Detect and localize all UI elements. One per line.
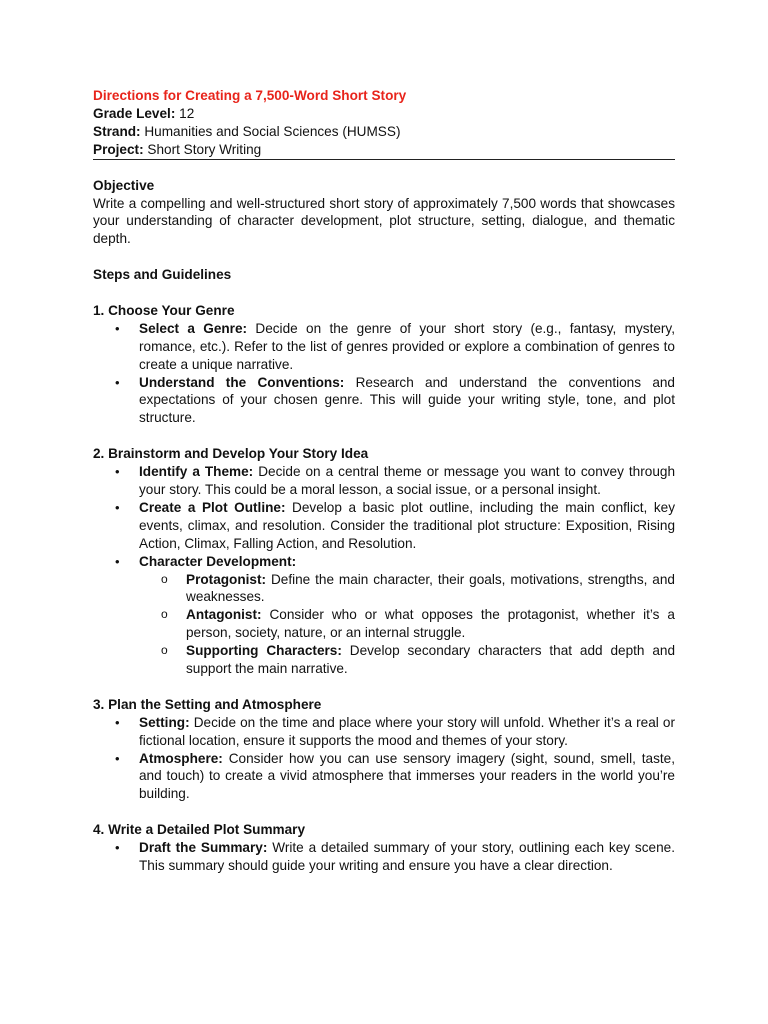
item-label: Create a Plot Outline: [139, 499, 286, 515]
strand-line [93, 123, 675, 141]
item-text: Research and understand the conventions and expectations of your chosen genre. This will guide your writing style, tone, and plot structure. [139, 374, 675, 426]
document-page [93, 87, 675, 875]
genre-list [93, 320, 675, 427]
bullet-icon: • [115, 840, 120, 856]
subitem-label: Supporting Characters: [186, 643, 342, 659]
bullet-icon: • [115, 320, 120, 336]
bullet-icon: • [115, 553, 120, 569]
subitem-text: Develop secondary characters that add depth and support the main narrative. [186, 643, 675, 677]
project-line [93, 141, 675, 159]
item-label: Understand the Conventions: [139, 374, 345, 390]
circle-bullet-icon: o [161, 643, 168, 658]
grade-level-value: 12 [175, 105, 195, 121]
section-heading-brainstorm: 2. Brainstorm and Develop Your Story Idea [93, 446, 369, 462]
project-value: Short Story Writing [143, 141, 262, 157]
grade-level-label: Grade Level: [93, 105, 176, 121]
subitem-text: Define the main character, their goals, motivations, strengths, and weaknesses. [186, 571, 675, 605]
brainstorm-list [93, 463, 675, 678]
item-text: Decide on a central theme or message you want to convey through your story. This could be a moral lesson, a social issue, or a personal insight. [139, 464, 675, 497]
sub-list-item [139, 571, 675, 607]
bullet-icon: • [115, 374, 120, 390]
plot-summary-list [93, 839, 675, 875]
steps-heading: Steps and Guidelines [93, 267, 232, 283]
item-text: Decide on the genre of your short story (e.g., fantasy, mystery, romance, etc.). Refer to the list of genres provided or explore a combination of genres to create a unique narrative. [139, 320, 675, 372]
item-text: Develop a basic plot outline, including the main conflict, key events, climax, and resolution. Consider the traditional plot structure: Exposition, Rising Action, Climax, Falling Action, and Resolution. [139, 499, 675, 551]
sub-list-item [139, 642, 675, 678]
document-title: Directions for Creating a 7,500-Word Short Story [93, 88, 407, 103]
subitem-label: Protagonist: [186, 571, 267, 587]
project-label: Project: [93, 141, 144, 157]
bullet-icon: • [115, 464, 120, 480]
item-label: Identify a Theme: [139, 464, 254, 480]
strand-label: Strand: [93, 123, 141, 139]
list-item [93, 750, 675, 804]
bullet-icon: • [115, 750, 120, 766]
list-item [93, 839, 675, 875]
item-label: Atmosphere: [139, 750, 223, 766]
section-heading-setting: 3. Plan the Setting and Atmosphere [93, 696, 322, 712]
objective-heading: Objective [93, 177, 155, 193]
list-item [93, 714, 675, 750]
setting-list [93, 714, 675, 804]
circle-bullet-icon: o [161, 607, 168, 622]
section-heading-genre: 1. Choose Your Genre [93, 302, 235, 318]
list-item [93, 320, 675, 374]
item-label: Setting: [139, 714, 190, 730]
strand-value: Humanities and Social Sciences (HUMSS) [140, 123, 401, 139]
item-text: Decide on the time and place where your story will unfold. Whether it’s a real or fictional location, ensure it supports the mood and themes of your story. [139, 714, 675, 748]
circle-bullet-icon: o [161, 571, 168, 586]
item-label: Draft the Summary: [139, 840, 268, 856]
subitem-label: Antagonist: [186, 607, 262, 623]
item-text: Write a detailed summary of your story, outlining each key scene. This summary should guide your writing and ensure you have a clear direction. [139, 840, 675, 873]
subitem-text: Consider who or what opposes the protagonist, whether it’s a person, society, nature, or an internal struggle. [186, 607, 675, 641]
item-text: Consider how you can use sensory imagery (sight, sound, smell, taste, and touch) to create a vivid atmosphere that immerses your readers in the world you’re building. [139, 750, 675, 802]
list-item [93, 499, 675, 553]
list-item [93, 553, 675, 678]
bullet-icon: • [115, 714, 120, 730]
item-label: Character Development: [139, 553, 297, 569]
item-label: Select a Genre: [139, 320, 248, 336]
grade-level-line [93, 105, 675, 123]
bullet-icon: • [115, 499, 120, 515]
list-item [93, 463, 675, 499]
section-heading-plot-summary: 4. Write a Detailed Plot Summary [93, 822, 306, 838]
objective-text: Write a compelling and well-structured short story of approximately 7,500 words that showcases your understanding of character development, plot structure, setting, dialogue, and thematic depth. [93, 195, 675, 247]
character-sublist [139, 571, 675, 678]
sub-list-item [139, 606, 675, 642]
list-item [93, 374, 675, 428]
